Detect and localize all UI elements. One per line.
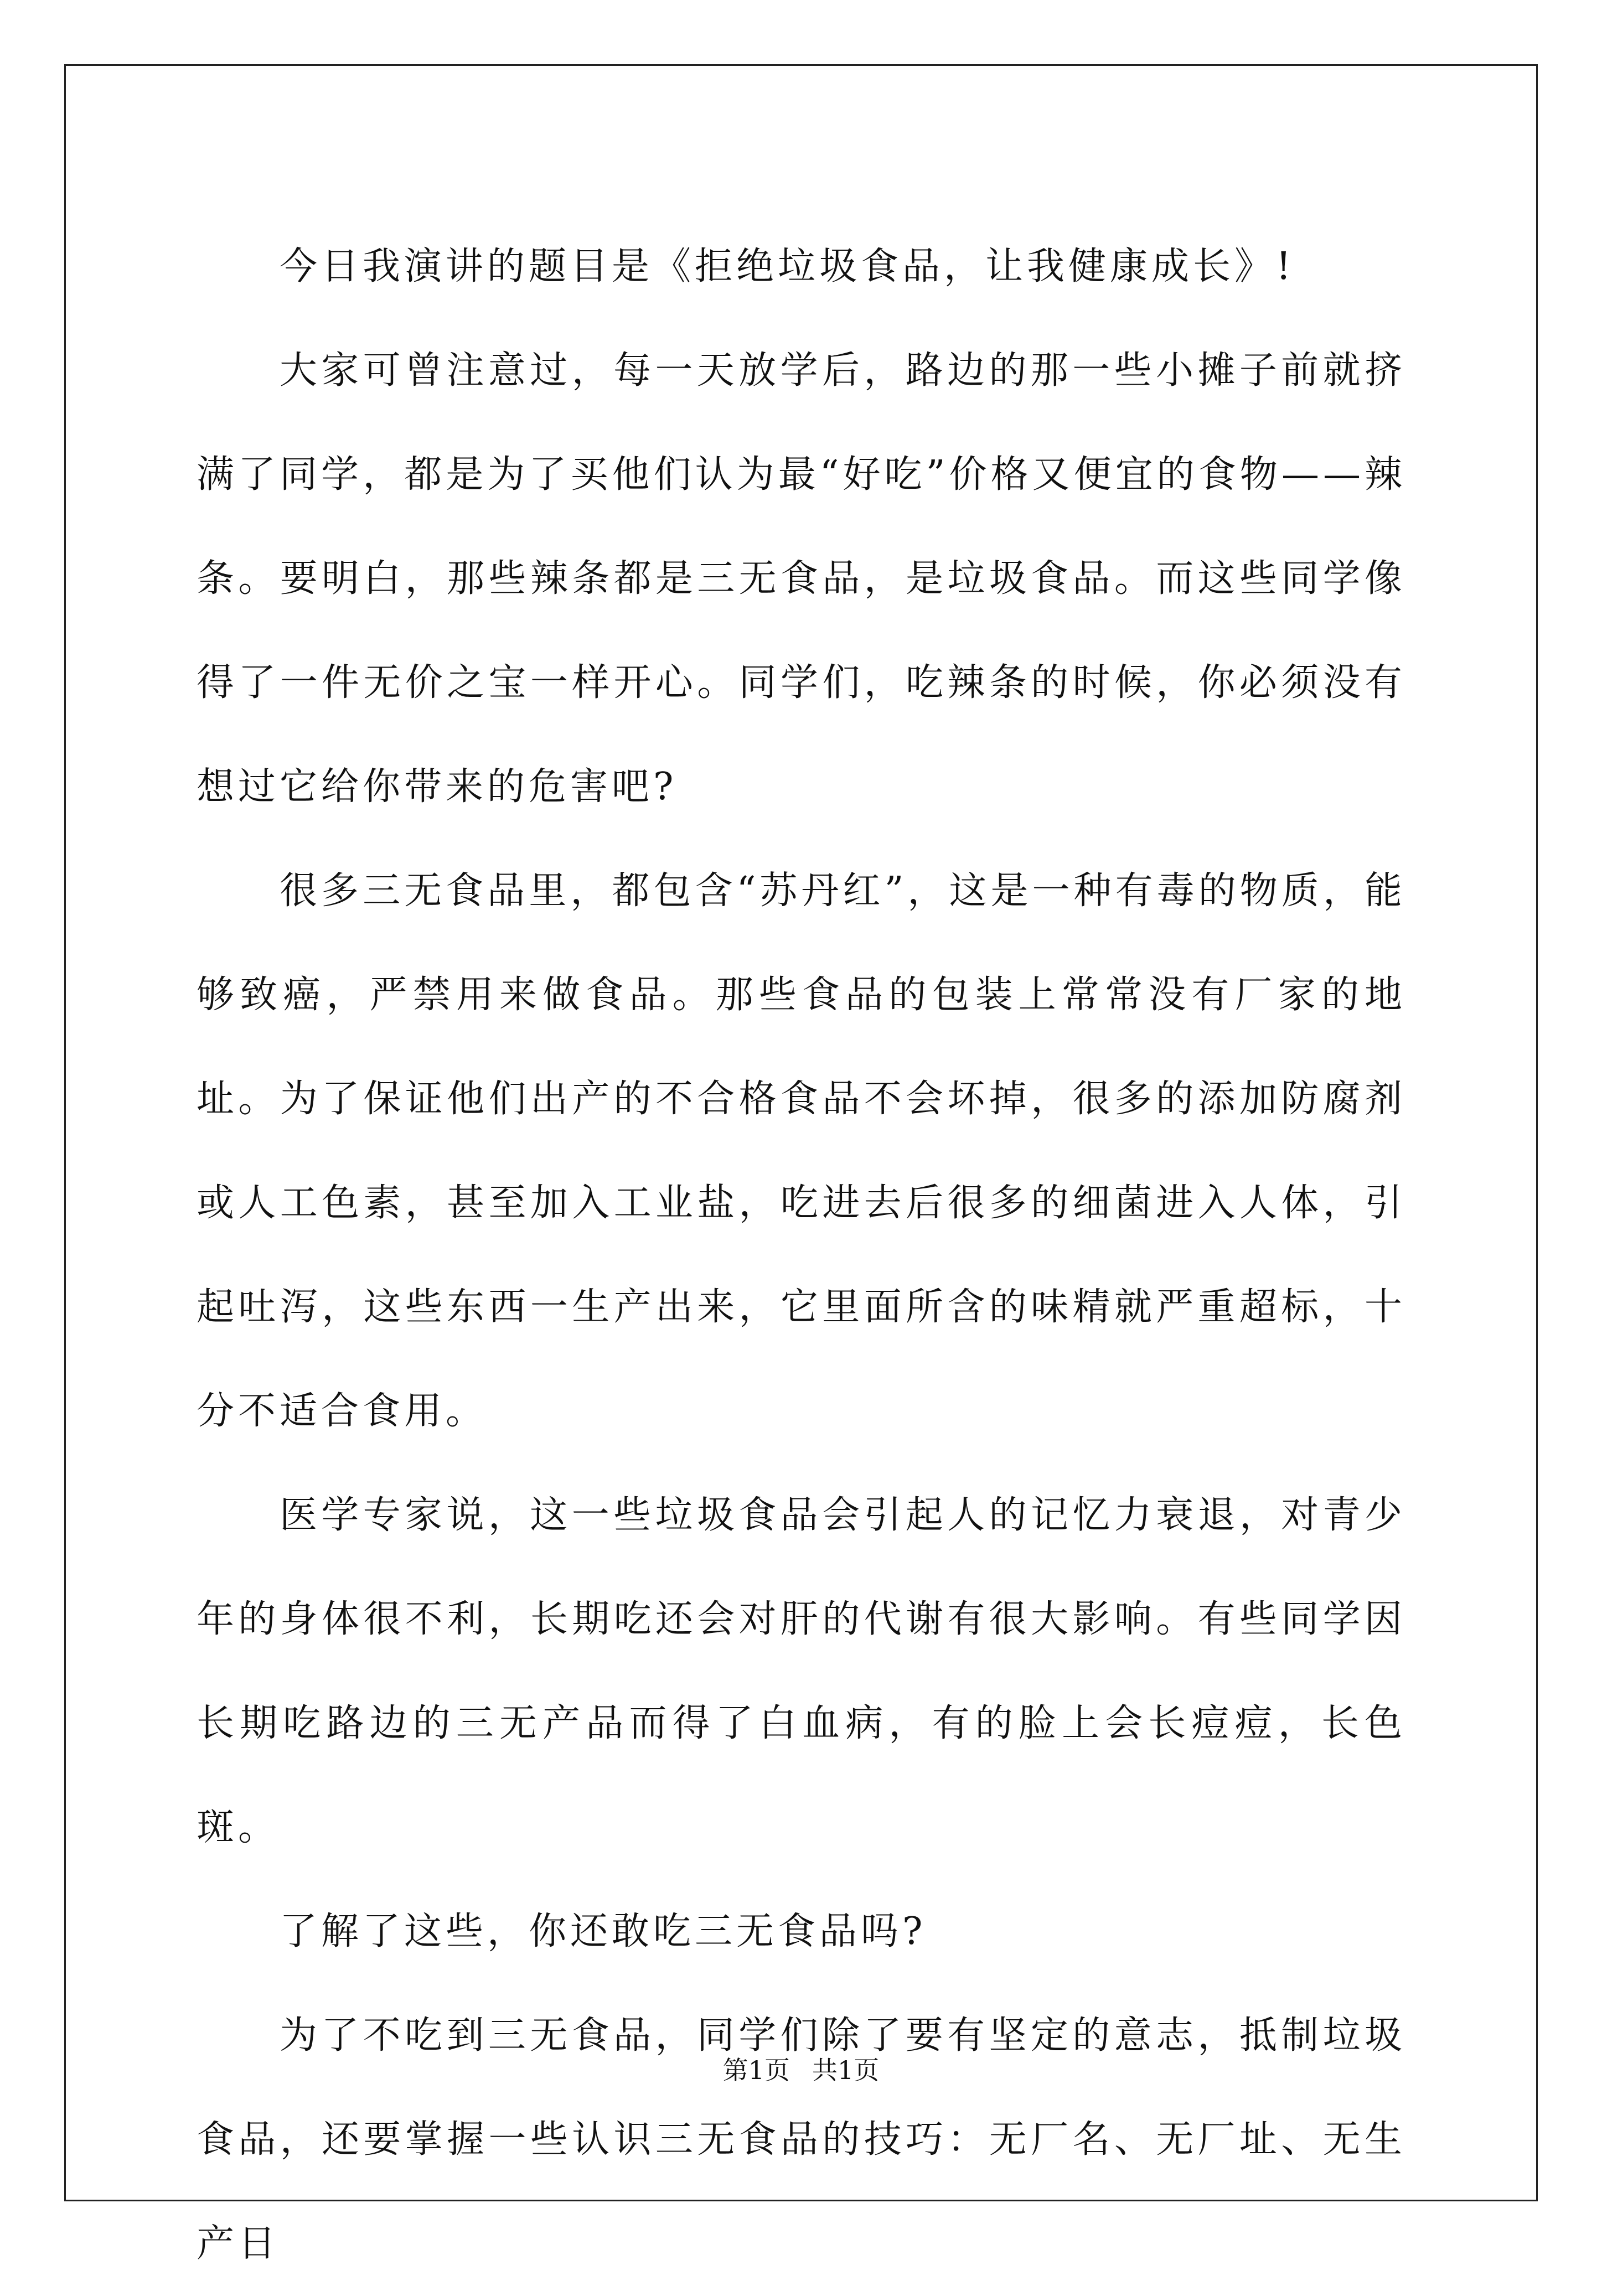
- paragraph-4: 医学专家说，这一些垃圾食品会引起人的记忆力衰退，对青少年的身体很不利，长期吃还会对肝的代谢有很大影响。有些同学因长期吃路边的三无产品而得了白血病，有的脸上会长痘痘，长色斑。: [197, 1493, 1406, 1849]
- paragraph-2: 大家可曾注意过，每一天放学后，路边的那一些小摊子前就挤满了同学，都是为了买他们认为最“好吃”价格又便宜的食物——辣条。要明白，那些辣条都是三无食品，是垃圾食品。而这些同学像得了一件无价之宝一样开心。同学们，吃辣条的时候，你必须没有想过它给你带来的危害吧?: [197, 349, 1406, 809]
- page-footer: [0, 2054, 1602, 2087]
- paragraph-3: 很多三无食品里，都包含“苏丹红”，这是一种有毒的物质，能够致癌，严禁用来做食品。那些食品的包装上常常没有厂家的地址。为了保证他们出产的不合格食品不会坏掉，很多的添加防腐剂或人工色素，甚至加入工业盐，吃进去后很多的细菌进入人体，引起吐泻，这些东西一生产出来，它里面所含的味精就严重超标，十分不适合食用。: [197, 869, 1406, 1433]
- page-number-current: 第1页: [722, 2055, 790, 2085]
- paragraph-1: 今日我演讲的题目是《拒绝垃圾食品，让我健康成长》!: [280, 245, 1295, 288]
- document-body: [197, 215, 1406, 2296]
- paragraph-6: 为了不吃到三无食品，同学们除了要有坚定的意志，抵制垃圾食品，还要掌握一些认识三无食品的技巧：无厂名、无厂址、无生产日: [197, 2014, 1406, 2266]
- paragraph-5: 了解了这些，你还敢吃三无食品吗?: [280, 1910, 927, 1953]
- page-number-total: 共1页: [812, 2055, 880, 2085]
